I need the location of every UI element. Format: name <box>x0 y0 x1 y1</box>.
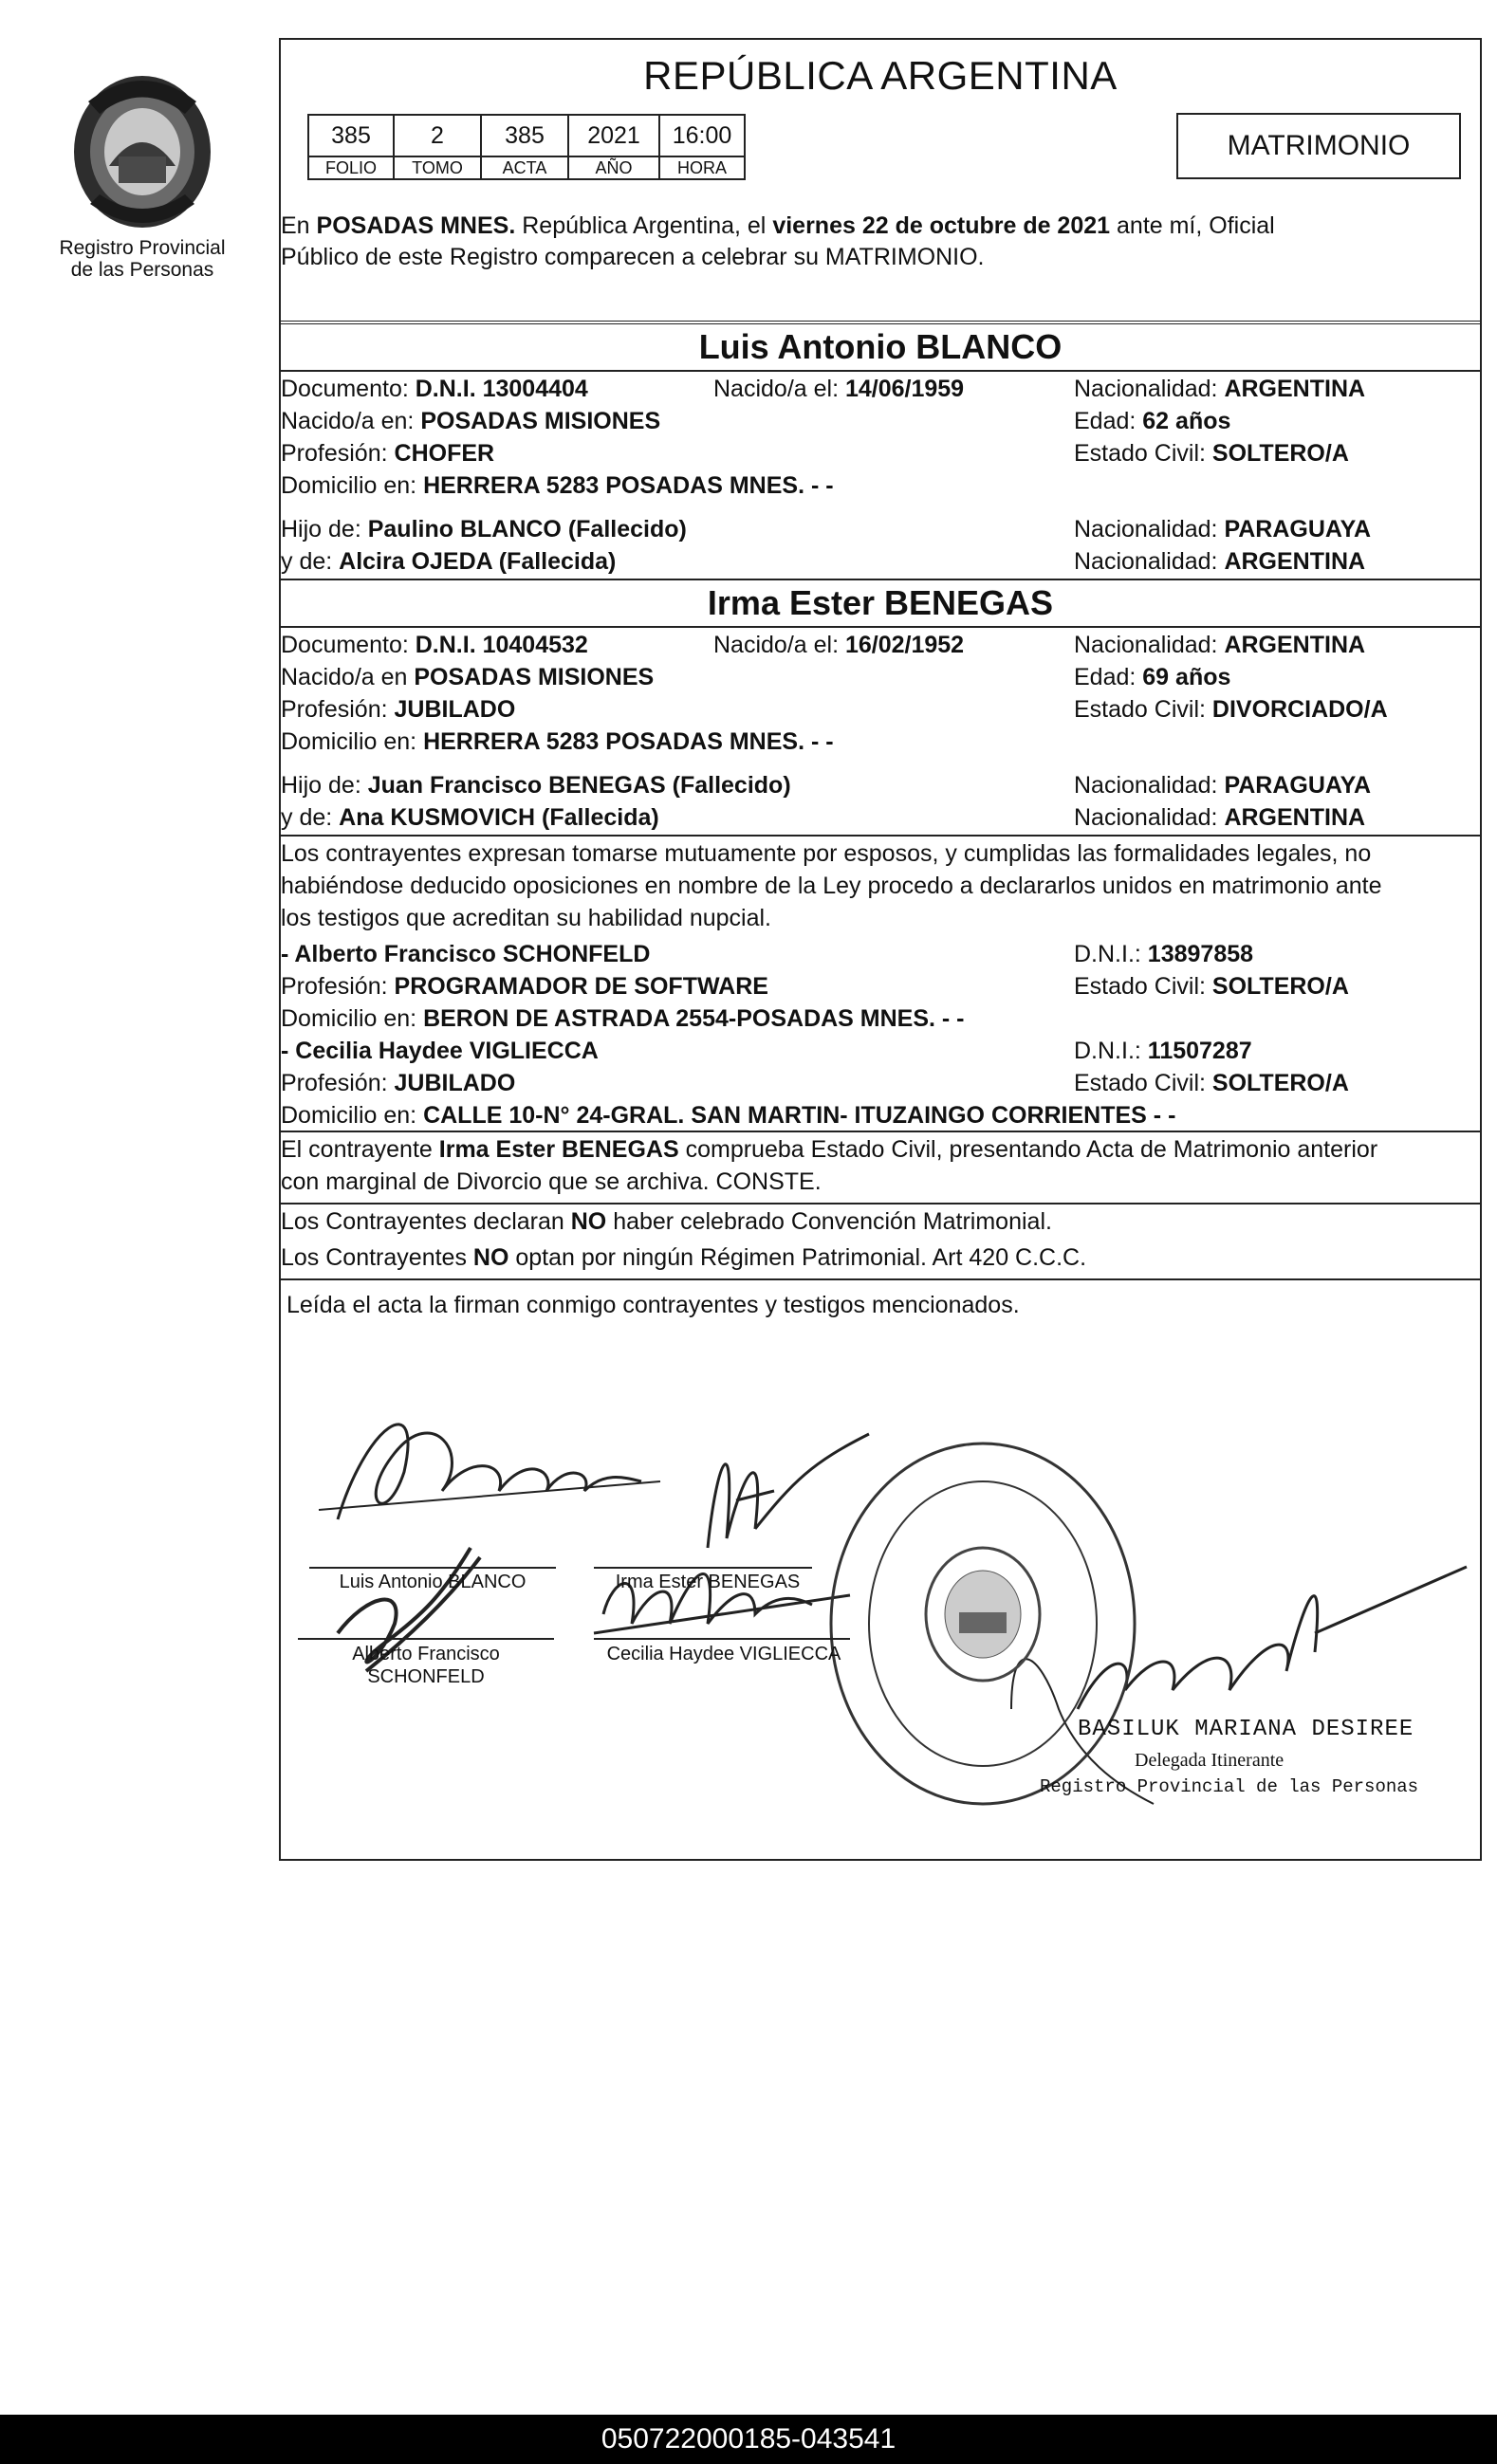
registry-logo <box>43 62 242 281</box>
regime-line1 <box>281 1206 1052 1238</box>
witness1-profession <box>281 971 768 1002</box>
value: - Alberto Francisco SCHONFELD <box>281 941 651 967</box>
divider <box>281 1203 1480 1204</box>
document-barcode-number: 050722000185-043541 <box>0 2415 1497 2464</box>
signature-label-witness1-a: Alberto Francisco <box>352 1644 500 1664</box>
hour-value: 16:00 <box>659 115 745 156</box>
value: HERRERA 5283 POSADAS MNES. - - <box>423 728 834 755</box>
spouse2-birthplace <box>281 662 654 693</box>
label: Nacionalidad: <box>1074 632 1225 658</box>
signature-label-witness1-b: SCHONFELD <box>367 1666 485 1687</box>
declaration-line3: los testigos que acreditan su habilidad nupcial. <box>281 905 772 931</box>
label: Nacionalidad: <box>1074 772 1225 799</box>
document-title: REPÚBLICA ARGENTINA <box>643 53 1118 98</box>
intro-text: República Argentina, el <box>515 212 773 239</box>
act-type-box: MATRIMONIO <box>1176 113 1461 179</box>
witness1-dni <box>1074 939 1253 970</box>
value: D.N.I. 13004404 <box>415 376 588 402</box>
value: Paulino BLANCO (Fallecido) <box>367 516 687 542</box>
value: SOLTERO/A <box>1211 1070 1349 1096</box>
label: Nacionalidad: <box>1074 804 1225 831</box>
official-stamp-icon <box>831 1443 1135 1804</box>
spouse2-father-nationality <box>1074 770 1371 801</box>
signature-line <box>594 1567 812 1569</box>
record-info-table <box>307 114 746 180</box>
regime-line2 <box>281 1242 1086 1274</box>
label: Nacido/a el: <box>713 376 845 402</box>
spouse1-document <box>281 374 588 405</box>
value: SOLTERO/A <box>1211 440 1349 467</box>
signature-line <box>298 1638 554 1640</box>
spouse2-profession <box>281 694 515 726</box>
spouse2-document <box>281 630 588 661</box>
witness2-civil-status <box>1074 1068 1349 1099</box>
value: ARGENTINA <box>1224 804 1366 831</box>
acta-label: ACTA <box>481 156 568 179</box>
value: CALLE 10-N° 24-GRAL. SAN MARTIN- ITUZAINGO CORRIENTES - - <box>423 1102 1176 1129</box>
value: POSADAS MISIONES <box>420 408 661 434</box>
declaration-line1: Los contrayentes expresan tomarse mutuamente por esposos, y cumplidas las formalidades legales, no <box>281 840 1372 867</box>
divider <box>281 1131 1480 1132</box>
regime-text: Los Contrayentes declaran <box>281 1208 571 1235</box>
value: ARGENTINA <box>1224 632 1366 658</box>
spouse2-nationality <box>1074 630 1365 661</box>
value: 16/02/1952 <box>844 632 965 658</box>
label: Estado Civil: <box>1074 440 1212 467</box>
divider <box>281 1278 1480 1280</box>
year-value: 2021 <box>568 115 659 156</box>
label: Nacionalidad: <box>1074 548 1225 575</box>
signature-label-witness2: Cecilia Haydee VIGLIECCA <box>606 1644 841 1664</box>
closing-text: Leída el acta la firman conmigo contrayentes y testigos mencionados. <box>286 1292 1020 1318</box>
value: PROGRAMADOR DE SOFTWARE <box>394 973 768 1000</box>
spouse1-age <box>1074 406 1230 437</box>
spouse2-mother <box>281 802 659 834</box>
spouse1-mother <box>281 546 616 578</box>
folio-label: FOLIO <box>308 156 394 179</box>
hour-label: HORA <box>659 156 745 179</box>
label: Nacido/a en: <box>281 408 421 434</box>
label: Hijo de: <box>281 772 368 799</box>
regime-no: NO <box>570 1208 607 1235</box>
intro-text: En <box>281 212 317 239</box>
value: DIVORCIADO/A <box>1211 696 1388 723</box>
note-text: El contrayente <box>281 1136 439 1163</box>
intro-line2: Público de este Registro comparecen a celebrar su MATRIMONIO. <box>281 244 985 270</box>
label: Estado Civil: <box>1074 1070 1212 1096</box>
divider <box>281 370 1480 372</box>
spouse1-father <box>281 514 687 545</box>
label: Edad: <box>1074 664 1143 690</box>
spouse1-birthdate <box>713 374 964 405</box>
value: D.N.I. 10404532 <box>415 632 588 658</box>
note-person: Irma Ester BENEGAS <box>438 1136 679 1163</box>
value: JUBILADO <box>394 696 516 723</box>
value: 13897858 <box>1147 941 1254 967</box>
spouse2-address <box>281 726 834 758</box>
marriage-certificate <box>279 38 1482 1861</box>
value: ARGENTINA <box>1224 548 1366 575</box>
spouse2-age <box>1074 662 1230 693</box>
logo-caption-line1: Registro Provincial <box>59 237 226 259</box>
intro-text: ante mí, Oficial <box>1110 212 1275 239</box>
spouse1-name: Luis Antonio BLANCO <box>698 327 1063 366</box>
value: PARAGUAYA <box>1224 772 1372 799</box>
label: Profesión: <box>281 440 395 467</box>
tomo-value: 2 <box>394 115 481 156</box>
witness1-address <box>281 1003 965 1035</box>
value: Alcira OJEDA (Fallecida) <box>339 548 617 575</box>
regime-text: Los Contrayentes <box>281 1244 473 1271</box>
divider <box>281 579 1480 580</box>
regime-text: haber celebrado Convención Matrimonial. <box>606 1208 1052 1235</box>
witness2-address <box>281 1100 1175 1131</box>
spouse1-civil-status <box>1074 438 1349 469</box>
spouse2-birthdate <box>713 630 964 661</box>
label: Estado Civil: <box>1074 973 1212 1000</box>
official-organization: Registro Provincial de las Personas <box>1040 1776 1419 1797</box>
value: ARGENTINA <box>1224 376 1366 402</box>
value: 62 años <box>1142 408 1231 434</box>
logo-caption-line2: de las Personas <box>70 259 214 281</box>
label: Domicilio en: <box>281 1102 424 1129</box>
spouse2-father <box>281 770 791 801</box>
label: Nacionalidad: <box>1074 516 1225 542</box>
note-line1 <box>281 1134 1377 1166</box>
value: Juan Francisco BENEGAS (Fallecido) <box>367 772 791 799</box>
label: y de: <box>281 804 340 831</box>
label: Nacionalidad: <box>1074 376 1225 402</box>
witness2-profession <box>281 1068 515 1099</box>
spouse1-father-nationality <box>1074 514 1371 545</box>
value: POSADAS MISIONES <box>414 664 655 690</box>
value: 11507287 <box>1147 1038 1252 1064</box>
witness2-name <box>281 1036 599 1067</box>
label: Domicilio en: <box>281 1005 424 1032</box>
value: Ana KUSMOVICH (Fallecida) <box>339 804 659 831</box>
witness1-civil-status <box>1074 971 1349 1002</box>
signature-label-spouse2: Irma Ester BENEGAS <box>615 1572 801 1592</box>
value: 69 años <box>1142 664 1231 690</box>
note-line2: con marginal de Divorcio que se archiva. CONSTE. <box>281 1168 822 1195</box>
value: SOLTERO/A <box>1211 973 1349 1000</box>
tomo-label: TOMO <box>394 156 481 179</box>
regime-text: optan por ningún Régimen Patrimonial. Art 420 C.C.C. <box>508 1244 1087 1271</box>
province-seal-icon <box>62 62 223 237</box>
label: Domicilio en: <box>281 728 424 755</box>
value: PARAGUAYA <box>1224 516 1372 542</box>
acta-value: 385 <box>481 115 568 156</box>
divider <box>281 321 1480 324</box>
value: BERON DE ASTRADA 2554-POSADAS MNES. - - <box>423 1005 965 1032</box>
divider <box>281 835 1480 837</box>
intro-place: POSADAS MNES. <box>316 212 516 239</box>
folio-value: 385 <box>308 115 394 156</box>
label: Nacido/a el: <box>713 632 845 658</box>
label: Hijo de: <box>281 516 368 542</box>
label: Documento: <box>281 376 416 402</box>
spouse1-address <box>281 470 834 502</box>
label: Estado Civil: <box>1074 696 1212 723</box>
label: D.N.I.: <box>1074 941 1148 967</box>
official-name: BASILUK MARIANA DESIREE <box>1078 1717 1414 1742</box>
note-text: comprueba Estado Civil, presentando Acta de Matrimonio anterior <box>678 1136 1378 1163</box>
label: D.N.I.: <box>1074 1038 1148 1064</box>
spouse1-birthplace <box>281 406 660 437</box>
spouse1-mother-nationality <box>1074 546 1365 578</box>
label: Edad: <box>1074 408 1143 434</box>
signature-line <box>594 1638 850 1640</box>
declaration-line2: habiéndose deducido oposiciones en nombre de la Ley procedo a declararlos unidos en matrimonio ante <box>281 873 1382 899</box>
spouse2-civil-status <box>1074 694 1388 726</box>
label: Profesión: <box>281 1070 395 1096</box>
year-label: AÑO <box>568 156 659 179</box>
witness1-name <box>281 939 650 970</box>
official-role: Delegada Itinerante <box>1135 1750 1284 1771</box>
signature-label-spouse1: Luis Antonio BLANCO <box>339 1572 527 1592</box>
signature-line <box>309 1567 556 1569</box>
value: CHOFER <box>394 440 495 467</box>
spouse1-nationality <box>1074 374 1365 405</box>
label: Profesión: <box>281 696 395 723</box>
label: Profesión: <box>281 973 395 1000</box>
intro-date: viernes 22 de octubre de 2021 <box>772 212 1111 239</box>
spouse2-mother-nationality <box>1074 802 1365 834</box>
value: HERRERA 5283 POSADAS MNES. - - <box>423 472 834 499</box>
witness2-dni <box>1074 1036 1252 1067</box>
spouse2-name: Irma Ester BENEGAS <box>707 583 1054 622</box>
value: - Cecilia Haydee VIGLIECCA <box>281 1038 599 1064</box>
regime-no: NO <box>472 1244 509 1271</box>
spouse1-profession <box>281 438 494 469</box>
label: Nacido/a en <box>281 664 415 690</box>
value: 14/06/1959 <box>844 376 965 402</box>
value: JUBILADO <box>394 1070 516 1096</box>
label: Domicilio en: <box>281 472 424 499</box>
label: y de: <box>281 548 340 575</box>
divider <box>281 626 1480 628</box>
label: Documento: <box>281 632 416 658</box>
intro-line1 <box>281 211 1275 242</box>
